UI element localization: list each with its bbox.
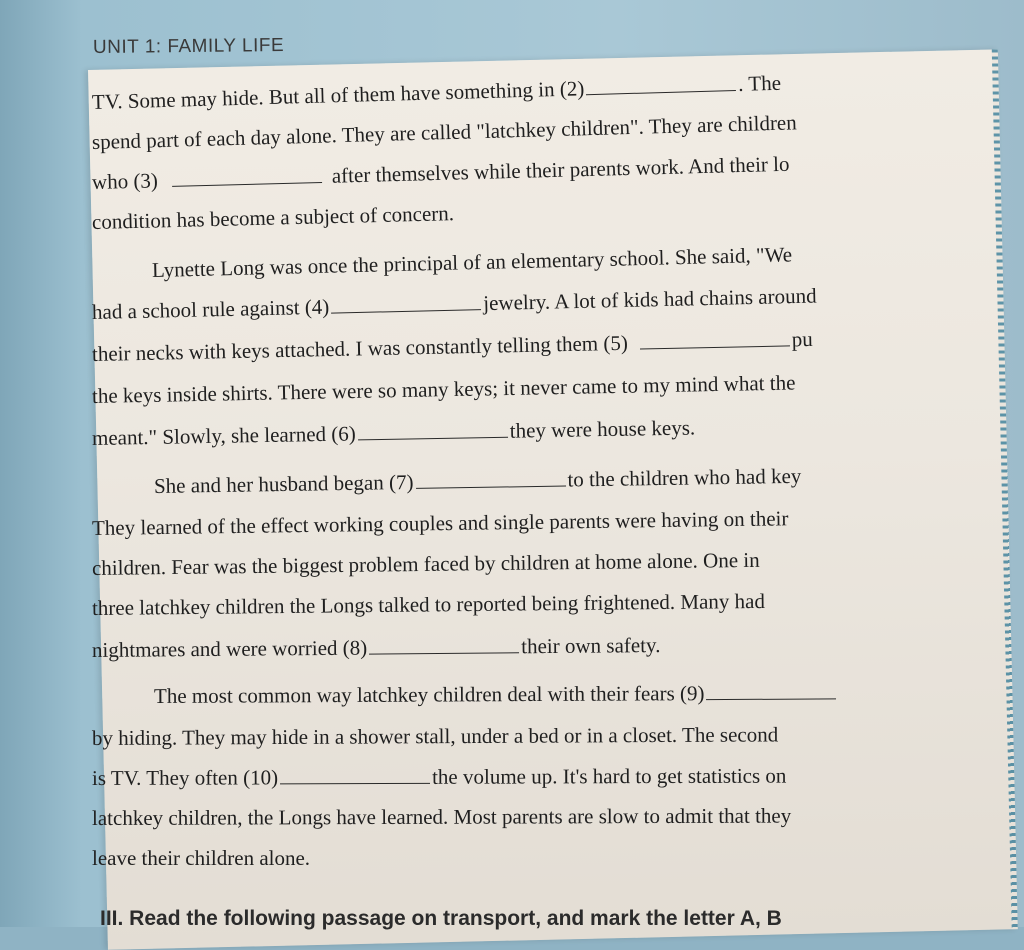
passage-text: . The bbox=[737, 70, 782, 96]
answer-blank-8[interactable] bbox=[369, 651, 519, 654]
passage-text: their necks with keys attached. I was constantly telling them (5) bbox=[91, 330, 629, 366]
answer-blank-4[interactable] bbox=[331, 308, 481, 313]
passage-text: after themselves while their parents work. And their lo bbox=[331, 151, 790, 188]
passage-text: latchkey children, the Longs have learned. Most parents are slow to admit that they bbox=[91, 803, 792, 830]
passage-text: spend part of each day alone. They are called "latchkey children". They are children bbox=[91, 110, 798, 154]
passage-text: They learned of the effect working couples and single parents were having on their bbox=[91, 506, 789, 540]
passage-text: to the children who had key bbox=[567, 463, 802, 492]
passage-line bbox=[91, 763, 787, 790]
passage-text: the volume up. It's hard to get statistics on bbox=[432, 763, 787, 789]
passage-line bbox=[92, 635, 661, 661]
passage-text: TV. Some may hide. But all of them have something in (2) bbox=[91, 76, 585, 114]
answer-blank-9[interactable] bbox=[707, 697, 837, 700]
answer-blank-10[interactable] bbox=[280, 782, 430, 785]
answer-blank-2[interactable] bbox=[586, 89, 736, 95]
answer-blank-5[interactable] bbox=[640, 344, 790, 349]
passage-line bbox=[92, 848, 310, 869]
passage-text: had a school rule against (4) bbox=[91, 294, 330, 324]
answer-blank-6[interactable] bbox=[358, 436, 508, 441]
passage-text: meant." Slowly, she learned (6) bbox=[91, 421, 356, 450]
passage-text: they were house keys. bbox=[509, 415, 696, 443]
answer-blank-3[interactable] bbox=[172, 181, 322, 187]
passage-text: condition has become a subject of concern. bbox=[91, 201, 455, 234]
passage-text: jewelry. A lot of kids had chains around bbox=[482, 283, 817, 316]
passage-text: leave their children alone. bbox=[92, 846, 311, 870]
unit-title: UNIT 1: FAMILY LIFE bbox=[92, 34, 285, 59]
passage-text: is TV. They often (10) bbox=[91, 765, 279, 790]
passage-text: pu bbox=[791, 326, 814, 352]
passage-text: three latchkey children the Longs talked to reported being frightened. Many had bbox=[91, 588, 766, 620]
passage-text: nightmares and were worried (8) bbox=[91, 635, 368, 662]
next-section-heading: III. Read the following passage on transport, and mark the letter A, B bbox=[100, 907, 782, 930]
passage-line bbox=[92, 724, 778, 749]
passage-text: The most common way latchkey children deal with their fears (9) bbox=[153, 681, 705, 708]
passage-text: their own safety. bbox=[521, 633, 661, 659]
passage-text: She and her husband began (7) bbox=[153, 469, 414, 498]
passage-text: who (3) bbox=[91, 168, 159, 194]
passage-line bbox=[91, 803, 792, 830]
passage-text: Lynette Long was once the principal of an elementary school. She said, "We bbox=[151, 242, 793, 282]
passage-text: by hiding. They may hide in a shower stall, under a bed or in a closet. The second bbox=[91, 722, 779, 750]
passage-text: children. Fear was the biggest problem faced by children at home alone. One in bbox=[91, 547, 760, 580]
answer-blank-7[interactable] bbox=[416, 485, 566, 489]
passage-line bbox=[154, 682, 839, 707]
passage-text: the keys inside shirts. There were so many keys; it never came to my mind what the bbox=[91, 370, 796, 408]
